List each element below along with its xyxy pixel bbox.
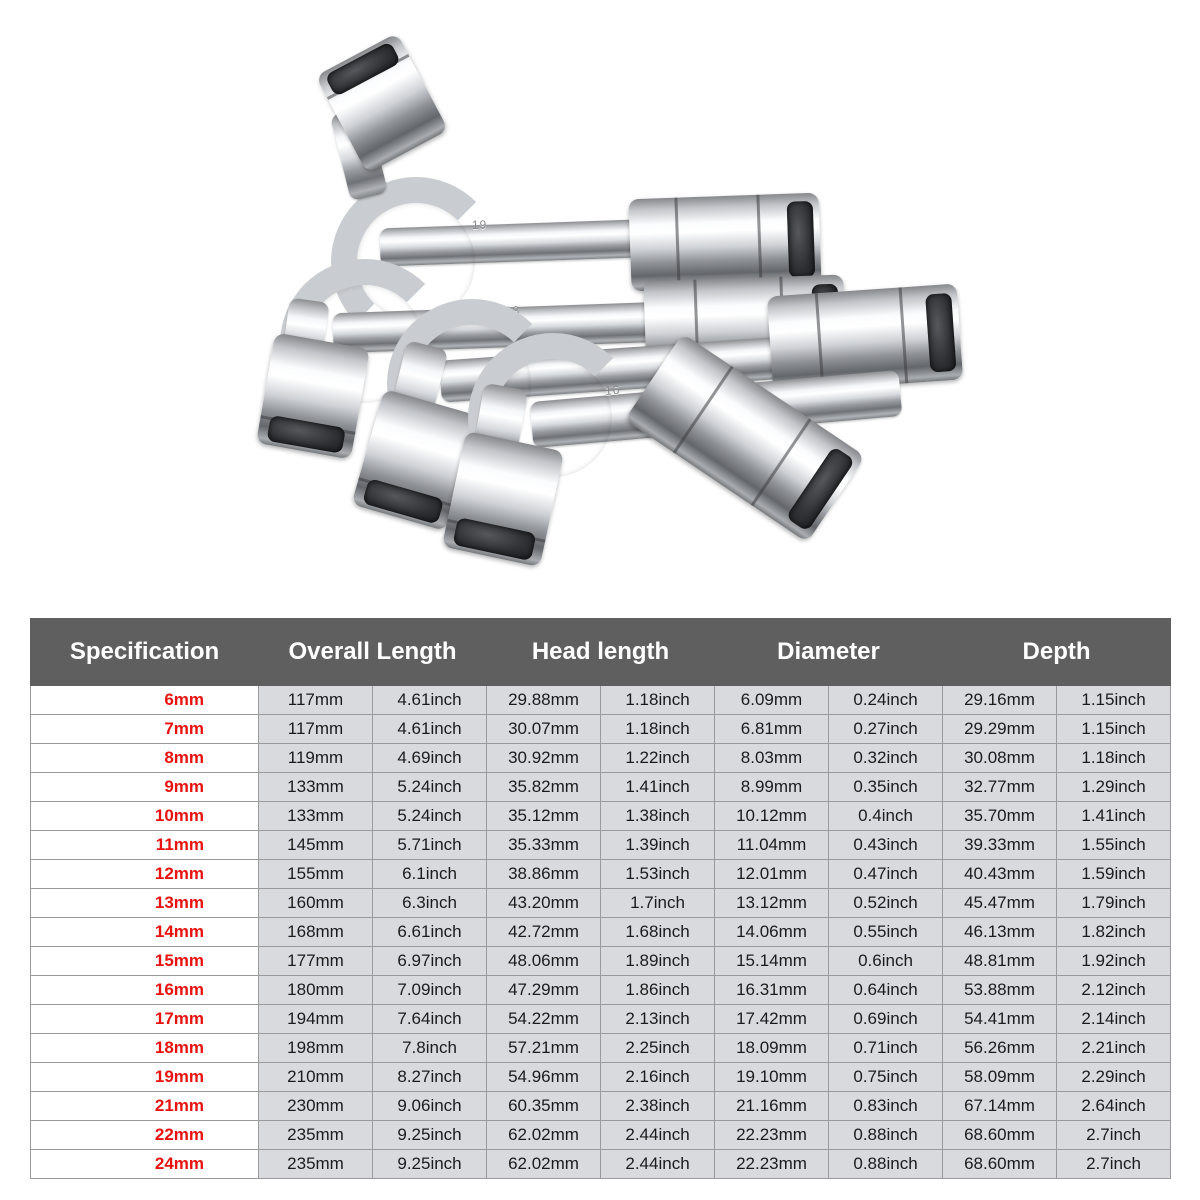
cell-depth-in: 1.18inch (1057, 744, 1171, 773)
cell-overall-in: 6.61inch (373, 918, 487, 947)
column-header-head-length: Head length (487, 619, 715, 686)
cell-depth-in: 2.29inch (1057, 1063, 1171, 1092)
cell-dia-mm: 8.99mm (715, 773, 829, 802)
table-row (31, 1121, 1171, 1150)
cell-dia-in: 0.83inch (829, 1092, 943, 1121)
cell-head-mm: 30.07mm (487, 715, 601, 744)
cell-overall-mm: 133mm (259, 773, 373, 802)
cell-depth-in: 1.82inch (1057, 918, 1171, 947)
wrench-socket-head (625, 333, 866, 542)
cell-specification: 24mm (31, 1150, 259, 1179)
cell-dia-mm: 13.12mm (715, 889, 829, 918)
table-row (31, 976, 1171, 1005)
cell-dia-mm: 22.23mm (715, 1121, 829, 1150)
cell-head-mm: 35.12mm (487, 802, 601, 831)
cell-overall-in: 5.24inch (373, 802, 487, 831)
cell-head-in: 2.44inch (601, 1150, 715, 1179)
cell-dia-mm: 18.09mm (715, 1034, 829, 1063)
cell-overall-in: 4.61inch (373, 686, 487, 715)
cell-head-mm: 54.96mm (487, 1063, 601, 1092)
cell-specification: 22mm (31, 1121, 259, 1150)
cell-overall-in: 5.24inch (373, 773, 487, 802)
cell-overall-mm: 235mm (259, 1121, 373, 1150)
cell-overall-mm: 117mm (259, 715, 373, 744)
cell-depth-mm: 54.41mm (943, 1005, 1057, 1034)
cell-head-in: 1.53inch (601, 860, 715, 889)
cell-overall-mm: 230mm (259, 1092, 373, 1121)
cell-specification: 10mm (31, 802, 259, 831)
cell-head-mm: 42.72mm (487, 918, 601, 947)
table-row (31, 860, 1171, 889)
cell-dia-mm: 21.16mm (715, 1092, 829, 1121)
cell-depth-in: 2.21inch (1057, 1034, 1171, 1063)
cell-dia-in: 0.43inch (829, 831, 943, 860)
cell-overall-in: 4.61inch (373, 715, 487, 744)
cell-specification: 14mm (31, 918, 259, 947)
cell-head-in: 1.39inch (601, 831, 715, 860)
cell-head-in: 2.38inch (601, 1092, 715, 1121)
cell-specification: 17mm (31, 1005, 259, 1034)
cell-depth-in: 1.41inch (1057, 802, 1171, 831)
cell-dia-in: 0.55inch (829, 918, 943, 947)
cell-depth-mm: 67.14mm (943, 1092, 1057, 1121)
cell-head-in: 1.41inch (601, 773, 715, 802)
cell-depth-mm: 58.09mm (943, 1063, 1057, 1092)
table-row (31, 744, 1171, 773)
cell-overall-mm: 160mm (259, 889, 373, 918)
table-row (31, 947, 1171, 976)
table-row (31, 889, 1171, 918)
cell-depth-in: 1.79inch (1057, 889, 1171, 918)
cell-head-mm: 47.29mm (487, 976, 601, 1005)
cell-overall-in: 6.1inch (373, 860, 487, 889)
table-row (31, 802, 1171, 831)
specification-table (30, 618, 1171, 1179)
cell-overall-mm: 168mm (259, 918, 373, 947)
cell-head-in: 1.38inch (601, 802, 715, 831)
cell-dia-mm: 11.04mm (715, 831, 829, 860)
cell-head-mm: 30.92mm (487, 744, 601, 773)
wrench-engraving-label: 19 (471, 217, 488, 232)
cell-overall-mm: 235mm (259, 1150, 373, 1179)
cell-specification: 9mm (31, 773, 259, 802)
cell-depth-mm: 68.60mm (943, 1121, 1057, 1150)
cell-dia-in: 0.47inch (829, 860, 943, 889)
cell-dia-in: 0.27inch (829, 715, 943, 744)
cell-depth-in: 2.7inch (1057, 1121, 1171, 1150)
specification-table-container (30, 618, 1170, 1179)
table-header (31, 619, 1171, 686)
cell-dia-mm: 6.09mm (715, 686, 829, 715)
cell-overall-mm: 155mm (259, 860, 373, 889)
table-row (31, 1005, 1171, 1034)
cell-depth-mm: 30.08mm (943, 744, 1057, 773)
cell-depth-mm: 29.16mm (943, 686, 1057, 715)
cell-depth-mm: 46.13mm (943, 918, 1057, 947)
table-row (31, 715, 1171, 744)
cell-depth-in: 1.55inch (1057, 831, 1171, 860)
table-body (31, 686, 1171, 1179)
cell-dia-in: 0.4inch (829, 802, 943, 831)
cell-overall-mm: 117mm (259, 686, 373, 715)
wrench-socket-head (442, 431, 564, 567)
cell-dia-mm: 15.14mm (715, 947, 829, 976)
wrench-socket-head (256, 333, 370, 460)
cell-overall-mm: 180mm (259, 976, 373, 1005)
table-row (31, 1150, 1171, 1179)
cell-dia-mm: 14.06mm (715, 918, 829, 947)
cell-depth-in: 1.29inch (1057, 773, 1171, 802)
cell-depth-in: 2.14inch (1057, 1005, 1171, 1034)
cell-head-in: 1.89inch (601, 947, 715, 976)
cell-head-mm: 43.20mm (487, 889, 601, 918)
cell-depth-in: 2.7inch (1057, 1150, 1171, 1179)
column-header-specification: Specification (31, 619, 259, 686)
table-row (31, 1092, 1171, 1121)
column-header-overall-length: Overall Length (259, 619, 487, 686)
cell-dia-mm: 16.31mm (715, 976, 829, 1005)
wrench-engraving-label: 17 (539, 344, 556, 360)
cell-head-in: 1.22inch (601, 744, 715, 773)
cell-depth-mm: 40.43mm (943, 860, 1057, 889)
cell-head-in: 2.44inch (601, 1121, 715, 1150)
table-row (31, 686, 1171, 715)
column-header-diameter: Diameter (715, 619, 943, 686)
cell-head-mm: 29.88mm (487, 686, 601, 715)
table-row (31, 1034, 1171, 1063)
cell-depth-mm: 32.77mm (943, 773, 1057, 802)
cell-specification: 15mm (31, 947, 259, 976)
cell-dia-mm: 10.12mm (715, 802, 829, 831)
cell-overall-mm: 133mm (259, 802, 373, 831)
cell-head-in: 1.18inch (601, 715, 715, 744)
cell-specification: 21mm (31, 1092, 259, 1121)
cell-depth-mm: 56.26mm (943, 1034, 1057, 1063)
cell-depth-mm: 68.60mm (943, 1150, 1057, 1179)
cell-specification: 16mm (31, 976, 259, 1005)
cell-specification: 7mm (31, 715, 259, 744)
wrench-tool-4 (455, 218, 1075, 578)
cell-head-mm: 35.82mm (487, 773, 601, 802)
socket-opening (362, 478, 444, 524)
cell-overall-in: 7.64inch (373, 1005, 487, 1034)
table-header-row (31, 619, 1171, 686)
cell-depth-in: 1.59inch (1057, 860, 1171, 889)
socket-opening (452, 517, 536, 561)
cell-depth-mm: 39.33mm (943, 831, 1057, 860)
cell-depth-in: 2.64inch (1057, 1092, 1171, 1121)
cell-specification: 11mm (31, 831, 259, 860)
cell-depth-in: 1.15inch (1057, 686, 1171, 715)
cell-depth-mm: 35.70mm (943, 802, 1057, 831)
cell-head-mm: 62.02mm (487, 1150, 601, 1179)
cell-overall-in: 6.97inch (373, 947, 487, 976)
cell-depth-in: 2.12inch (1057, 976, 1171, 1005)
cell-head-in: 2.16inch (601, 1063, 715, 1092)
cell-head-in: 2.13inch (601, 1005, 715, 1034)
cell-dia-in: 0.64inch (829, 976, 943, 1005)
cell-head-in: 2.25inch (601, 1034, 715, 1063)
table-row (31, 1063, 1171, 1092)
cell-dia-in: 0.24inch (829, 686, 943, 715)
cell-dia-mm: 22.23mm (715, 1150, 829, 1179)
cell-specification: 19mm (31, 1063, 259, 1092)
cell-dia-in: 0.71inch (829, 1034, 943, 1063)
cell-head-in: 1.68inch (601, 918, 715, 947)
cell-dia-in: 0.88inch (829, 1150, 943, 1179)
cell-overall-in: 9.25inch (373, 1121, 487, 1150)
cell-head-mm: 57.21mm (487, 1034, 601, 1063)
cell-overall-in: 9.25inch (373, 1150, 487, 1179)
cell-dia-in: 0.75inch (829, 1063, 943, 1092)
cell-overall-in: 4.69inch (373, 744, 487, 773)
cell-dia-mm: 8.03mm (715, 744, 829, 773)
wrench-engraving-label: 16 (604, 382, 621, 398)
cell-dia-mm: 12.01mm (715, 860, 829, 889)
table-row (31, 773, 1171, 802)
cell-dia-mm: 17.42mm (715, 1005, 829, 1034)
cell-dia-mm: 19.10mm (715, 1063, 829, 1092)
cell-dia-in: 0.52inch (829, 889, 943, 918)
cell-head-mm: 38.86mm (487, 860, 601, 889)
cell-overall-in: 9.06inch (373, 1092, 487, 1121)
cell-specification: 13mm (31, 889, 259, 918)
cell-dia-in: 0.35inch (829, 773, 943, 802)
cell-depth-mm: 48.81mm (943, 947, 1057, 976)
cell-head-mm: 54.22mm (487, 1005, 601, 1034)
cell-head-mm: 60.35mm (487, 1092, 601, 1121)
cell-dia-in: 0.32inch (829, 744, 943, 773)
socket-opening (786, 446, 855, 531)
cell-overall-mm: 145mm (259, 831, 373, 860)
cell-depth-in: 1.92inch (1057, 947, 1171, 976)
cell-overall-mm: 210mm (259, 1063, 373, 1092)
socket-opening (267, 415, 346, 454)
cell-overall-mm: 194mm (259, 1005, 373, 1034)
cell-overall-in: 5.71inch (373, 831, 487, 860)
cell-overall-mm: 198mm (259, 1034, 373, 1063)
cell-dia-in: 0.6inch (829, 947, 943, 976)
cell-depth-in: 1.15inch (1057, 715, 1171, 744)
cell-overall-in: 6.3inch (373, 889, 487, 918)
cell-depth-mm: 53.88mm (943, 976, 1057, 1005)
wrench-engraving-label: 18 (504, 303, 521, 318)
cell-head-mm: 62.02mm (487, 1121, 601, 1150)
cell-depth-mm: 29.29mm (943, 715, 1057, 744)
cell-dia-in: 0.88inch (829, 1121, 943, 1150)
cell-overall-mm: 119mm (259, 744, 373, 773)
cell-specification: 12mm (31, 860, 259, 889)
column-header-depth: Depth (943, 619, 1171, 686)
cell-dia-in: 0.69inch (829, 1005, 943, 1034)
cell-overall-mm: 177mm (259, 947, 373, 976)
table-row (31, 831, 1171, 860)
cell-overall-in: 8.27inch (373, 1063, 487, 1092)
cell-head-mm: 35.33mm (487, 831, 601, 860)
socket-opening (325, 41, 402, 97)
cell-head-mm: 48.06mm (487, 947, 601, 976)
cell-dia-mm: 6.81mm (715, 715, 829, 744)
cell-head-in: 1.18inch (601, 686, 715, 715)
cell-head-in: 1.7inch (601, 889, 715, 918)
cell-specification: 8mm (31, 744, 259, 773)
table-row (31, 918, 1171, 947)
cell-specification: 18mm (31, 1034, 259, 1063)
cell-depth-mm: 45.47mm (943, 889, 1057, 918)
cell-specification: 6mm (31, 686, 259, 715)
cell-head-in: 1.86inch (601, 976, 715, 1005)
cell-overall-in: 7.8inch (373, 1034, 487, 1063)
socket-ring (673, 366, 734, 454)
cell-overall-in: 7.09inch (373, 976, 487, 1005)
